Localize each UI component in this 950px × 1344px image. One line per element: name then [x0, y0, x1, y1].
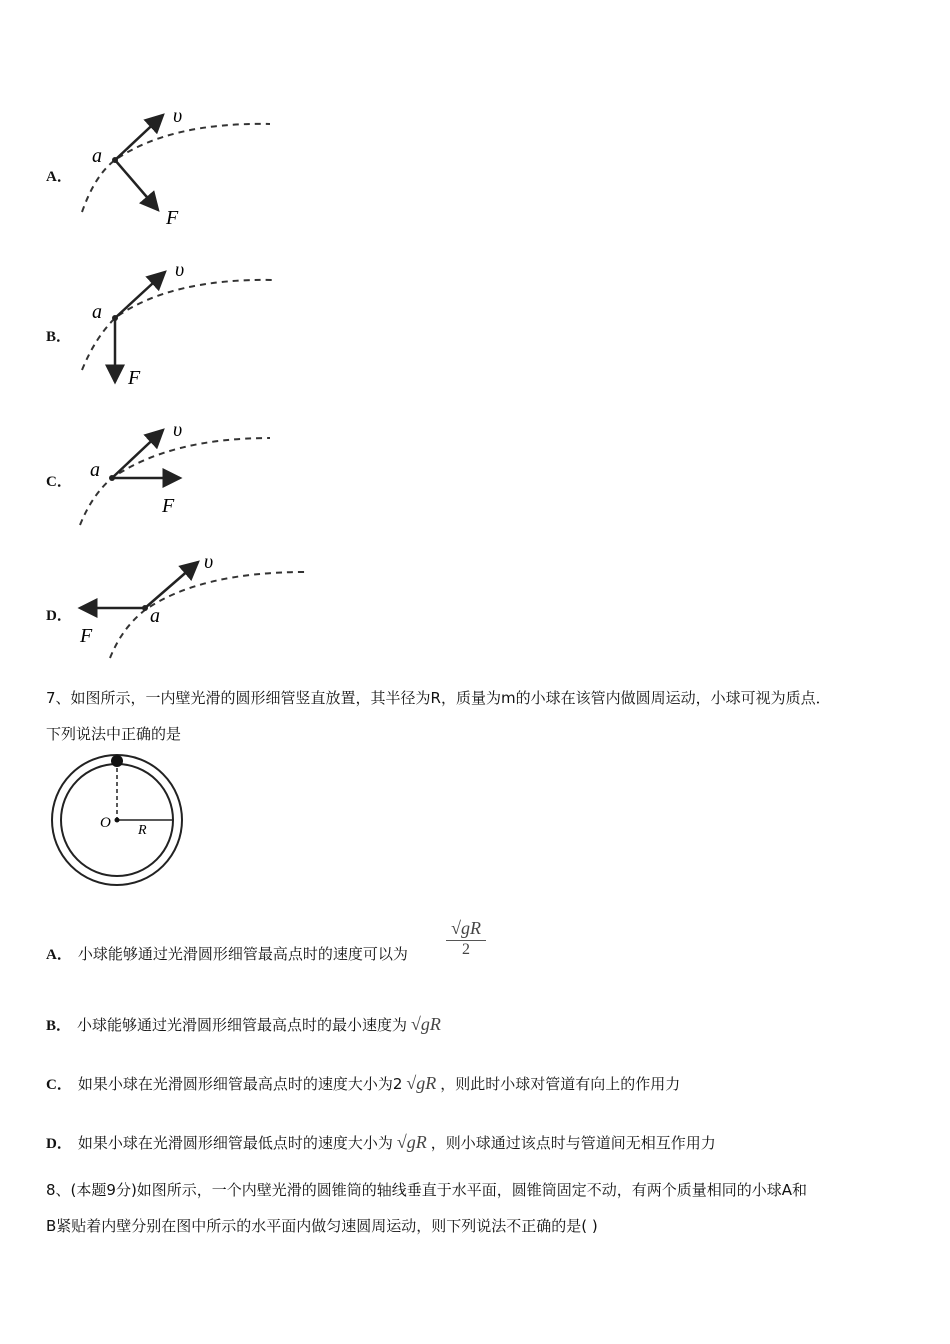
option-b-diagram [70, 260, 290, 390]
q8-stem-line1: 8、(本题9分)如图所示，一个内壁光滑的圆锥筒的轴线垂直于水平面，圆锥筒固定不动，有两个质量相同的小球A和 [46, 1181, 808, 1199]
option-a-label: A． [46, 169, 72, 185]
q7-option-d: D． 如果小球在光滑圆形细管最低点时的速度大小为 √gR ，则小球通过该点时与管道间无相互作用力 [46, 1132, 716, 1152]
point-a-text: a [92, 301, 102, 323]
point-a-text: a [90, 459, 100, 481]
option-c-label: C． [46, 474, 72, 490]
q7-option-c: C． 如果小球在光滑圆形细管最高点时的速度大小为2 √gR ，则此时小球对管道有向上的作用力 [46, 1073, 681, 1093]
radius-r-text: R [138, 823, 147, 838]
q7-stem-line2: 下列说法中正确的是 [46, 725, 182, 743]
force-text: F [162, 495, 175, 517]
option-c-diagram [70, 420, 290, 535]
option-b-label: B． [46, 329, 72, 345]
point-a-text: a [92, 145, 102, 167]
option-d-diagram [70, 550, 310, 665]
force-text: F [166, 207, 179, 229]
q7-tube-diagram [44, 752, 184, 888]
velocity-text: υ [173, 420, 183, 441]
q8-stem-line2: B紧贴着内壁分别在图中所示的水平面内做匀速圆周运动，则下列说法不正确的是( ) [46, 1217, 598, 1235]
velocity-text: υ [204, 551, 214, 573]
q7-option-b: B． 小球能够通过光滑圆形细管最高点时的最小速度为 √gR [46, 1014, 441, 1034]
force-text: F [128, 367, 141, 389]
force-text: F [80, 625, 93, 647]
velocity-text: υ [173, 105, 183, 127]
point-a-text: a [150, 605, 160, 627]
q7-stem-line1: 7、如图所示，一内壁光滑的圆形细管竖直放置，其半径为R，质量为m的小球在该管内做圆周运动，小球可视为质点． [46, 689, 831, 707]
sqrt-gr-over-2: √gR 2 [446, 918, 486, 959]
q7-option-a: A． 小球能够通过光滑圆形细管最高点时的速度可以为 [46, 945, 408, 963]
velocity-text: υ [175, 260, 185, 281]
option-a-diagram [70, 100, 290, 230]
option-d-label: D． [46, 608, 72, 624]
center-o-text: O [100, 815, 111, 831]
